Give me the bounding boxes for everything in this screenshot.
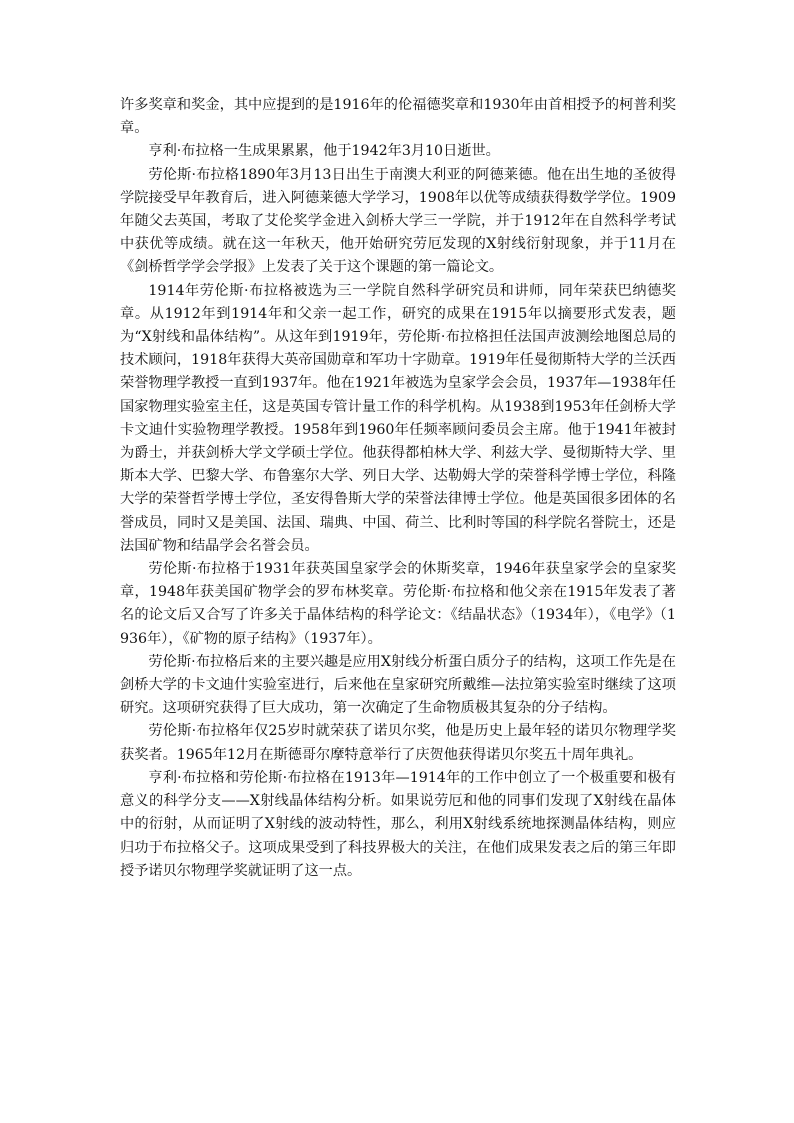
paragraph-continuation: 许多奖章和奖金，其中应提到的是1916年的伦福德奖章和1930年由首相授予的柯普利奖章。 (120, 97, 676, 137)
paragraph-lawrence-awards: 劳伦斯·布拉格于1931年获英国皇家学会的休斯奖章，1946年获皇家学会的皇家奖章，1948年获美国矿物学会的罗布林奖章。劳伦斯·布拉格和他父亲在1915年发表了著名的论文后又合写了许多关于晶体结构的科学论文：《结晶状态》（1934年），《电学》（1936年），《矿物的原子结构》（1937年）。 (120, 561, 676, 647)
paragraph-lawrence-early-life: 劳伦斯·布拉格1890年3月13日出生于南澳大利亚的阿德莱德。他在出生地的圣彼得学院接受早年教育后，进入阿德莱德大学学习，1908年以优等成绩获得数学学位。1909年随父去英国，考取了艾伦奖学金进入剑桥大学三一学院，并于1912年在自然科学考试中获优等成绩。就在这一年秋天，他开始研究劳厄发现的X射线衍射现象，并于11月在《剑桥哲学学会学报》上发表了关于这个课题的第一篇论文。 (120, 166, 676, 276)
paragraph-lawrence-career: 1914年劳伦斯·布拉格被选为三一学院自然科学研究员和讲师，同年荣获巴纳德奖章。从1912年到1914年和父亲一起工作，研究的成果在1915年以摘要形式发表，题为“X射线和晶体结构”。从这年到1919年，劳伦斯·布拉格担任法国声波测绘地图总局的技术顾问，1918年获得大英帝国勋章和军功十字勋章。1919年任曼彻斯特大学的兰沃西荣誉物理学教授一直到1937年。他在1921年被选为皇家学会会员，1937年—1938年任国家物理实验室主任，这是英国专管计量工作的科学机构。从1938到1953年任剑桥大学卡文迪什实验物理学教授。1958年到1960年任频率顾问委员会主席。他于1941年被封为爵士，并获剑桥大学文学硕士学位。他获得都柏林大学、利兹大学、曼彻斯特大学、里斯本大学、巴黎大学、布鲁塞尔大学、列日大学、达勒姆大学的荣誉科学博士学位，科隆大学的荣誉哲学博士学位，圣安得鲁斯大学的荣誉法律博士学位。他是英国很多团体的名誉成员，同时又是美国、法国、瑞典、中国、荷兰、比利时等国的科学院名誉院士，还是法国矿物和结晶学会名誉会员。 (120, 282, 676, 554)
paragraph-protein-research: 劳伦斯·布拉格后来的主要兴趣是应用X射线分析蛋白质分子的结构，这项工作先是在剑桥大学的卡文迪什实验室进行，后来他在皇家研究所戴维—法拉第实验室时继续了这项研究。这项研究获得了巨大成功，第一次确定了生命物质极其复杂的分子结构。 (120, 653, 676, 717)
paragraph-youngest-laureate: 劳伦斯·布拉格年仅25岁时就荣获了诺贝尔奖，他是历史上最年轻的诺贝尔物理学奖获奖者。1965年12月在斯德哥尔摩特意举行了庆贺他获得诺贝尔奖五十周年典礼。 (120, 723, 676, 763)
paragraph-crystal-analysis: 亨利·布拉格和劳伦斯·布拉格在1913年—1914年的工作中创立了一个极重要和极有意义的科学分支——X射线晶体结构分析。如果说劳厄和他的同事们发现了X射线在晶体中的衍射，从而证明了X射线的波动特性，那么，利用X射线系统地探测晶体结构，则应归功于布拉格父子。这项成果受到了科技界极大的关注，在他们成果发表之后的第三年即授予诺贝尔物理学奖就证明了这一点。 (120, 769, 676, 879)
paragraph-henry-death: 亨利·布拉格一生成果累累，他于1942年3月10日逝世。 (148, 143, 500, 160)
document-page (120, 94, 676, 883)
